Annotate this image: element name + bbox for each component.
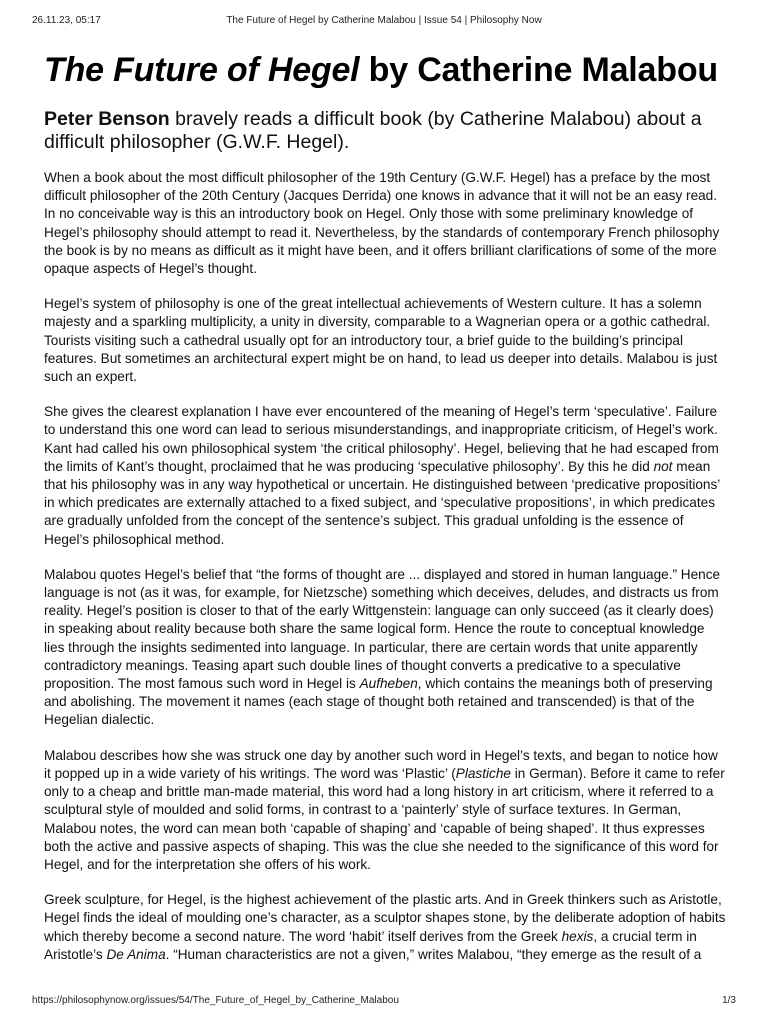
print-page-title: The Future of Hegel by Catherine Malabou | Issue 54 | Philosophy Now: [226, 15, 542, 26]
paragraph-5-part: Malabou describes how she was struck one day by another such word in Hegel’s texts, and began to notice how it popped up in a wide variety of his writings. The word was ‘Plastic’ (: [44, 747, 718, 781]
paragraph-1: When a book about the most difficult philosopher of the 19th Century (G.W.F. Hegel) has a preface by the most difficult philosopher of the 20th Century (Jacques Derrida) one knows in advance that it will not be an easy read. In no conceivable way is this an introductory book on Hegel. Only those with some preliminary knowledge of Hegel’s philosophy should attempt to read it. Nevertheless, by the standards of contemporary French philosophy the book is by no means as difficult as it might have been, and it offers brilliant clarifications of some of the more opaque aspects of Hegel’s thought.: [44, 170, 720, 277]
print-footer: [0, 995, 768, 1009]
emphasis-plastiche: Plastiche: [455, 765, 511, 781]
article-body: [44, 169, 728, 964]
paragraph-3-part: mean that his philosophy was in any way hypothetical or uncertain. He distinguished between ‘predicative propositions’ in which predicates are externally attached to a fixed subject, and ‘speculative propositions’, in which predicates are gradually unfolded from the concept of the sentence’s subject. This gradual unfolding is the essence of Hegel’s philosophical method.: [44, 458, 720, 547]
title-rest: by Catherine Malabou: [359, 51, 718, 89]
standfirst: [44, 108, 728, 154]
print-header: [0, 15, 768, 29]
print-url: https://philosophynow.org/issues/54/The_Future_of_Hegel_by_Catherine_Malabou: [32, 995, 399, 1006]
emphasis-aufheben: Aufheben: [359, 676, 418, 692]
article: [44, 50, 728, 981]
page-number: 1/3: [722, 995, 736, 1006]
paragraph-5-part: in German). Before it came to refer only to a cheap and brittle man-made material, this word had a long history in art criticism, where it referred to a sculptural style of moulded and solid forms, in contrast to a ‘painterly’ style of surface textures. In German, Malabou notes, the word can mean both ‘capable of shaping’ and ‘capable of being shaped’. It thus expresses both the active and passive aspects of shaping. This was the clue she needed to the significance of this word for Hegel, and for the interpretation she offers of his work.: [44, 765, 725, 872]
print-datetime: 26.11.23, 05:17: [32, 15, 101, 26]
paragraph-2: Hegel’s system of philosophy is one of the great intellectual achievements of Western culture. It has a solemn majesty and a sparkling multiplicity, a unity in diversity, comparable to a Wagnerian opera or a gothic cathedral. Tourists visiting such a cathedral usually opt for an introductory tour, a brief guide to the building’s principal features. But sometimes an architectural expert might be on hand, to lead us deeper into details. Malabou is just such an expert.: [44, 296, 718, 385]
article-title: [44, 50, 728, 90]
paragraph-4-part: Malabou quotes Hegel’s belief that “the forms of thought are ... displayed and stored in human language.” Hence language is not (as it was, for example, for Nietzsche) something which deceives, deludes, and distracts us from reality. Hegel’s position is closer to that of the early Wittgenstein: language can only succeed (as it clearly does) in speaking about reality because both share the same logical form. Hence the route to conceptual knowledge lies through the insights sedimented into language. In particular, there are certain words that unite apparently contradictory meanings. Teasing apart such double lines of thought converts a predicative to a speculative proposition. The most famous such word in Hegel is: [44, 566, 721, 692]
paragraph-4-part: , which contains the meanings both of preserving and abolishing. The movement it names (each stage of thought both retained and transcended) is that of the Hegelian dialectic.: [44, 676, 713, 728]
emphasis-de-anima: De Anima: [106, 946, 166, 962]
author-name: Peter Benson: [44, 108, 170, 130]
paragraph-6: [44, 891, 728, 964]
paragraph-5: [44, 747, 728, 874]
emphasis-hexis: hexis: [561, 928, 594, 944]
book-title: The Future of Hegel: [44, 51, 360, 89]
paragraph-6-part: , a crucial term in Aristotle’s: [44, 928, 697, 962]
paragraph-4: [44, 566, 728, 730]
standfirst-text: bravely reads a difficult book (by Catherine Malabou) about a difficult philosopher (G.W.F. Hegel).: [44, 108, 702, 153]
paragraph-3: [44, 403, 728, 549]
emphasis-not: not: [653, 458, 673, 474]
paragraph-3-part: She gives the clearest explanation I have ever encountered of the meaning of Hegel’s term ‘speculative’. Failure to understand this one word can lead to serious misunderstandings, and inappropriate criticism, of Hegel’s work. Kant had called his own philosophical system ‘the critical philosophy’. Hegel, believing that he had escaped from the limits of Kant’s thought, proclaimed that he was producing ‘speculative philosophy’. By this he did: [44, 404, 719, 474]
paragraph-6-part: Greek sculpture, for Hegel, is the highest achievement of the plastic arts. And in Greek thinkers such as Aristotle, Hegel finds the ideal of moulding one’s character, as a sculptor shapes stone, by the deliberate adoption of habits which thereby become a second nature. The word ‘habit’ itself derives from the Greek: [44, 892, 726, 944]
paragraph-6-part: . “Human characteristics are not a given,” writes Malabou, “they emerge as the result of a: [165, 946, 702, 962]
